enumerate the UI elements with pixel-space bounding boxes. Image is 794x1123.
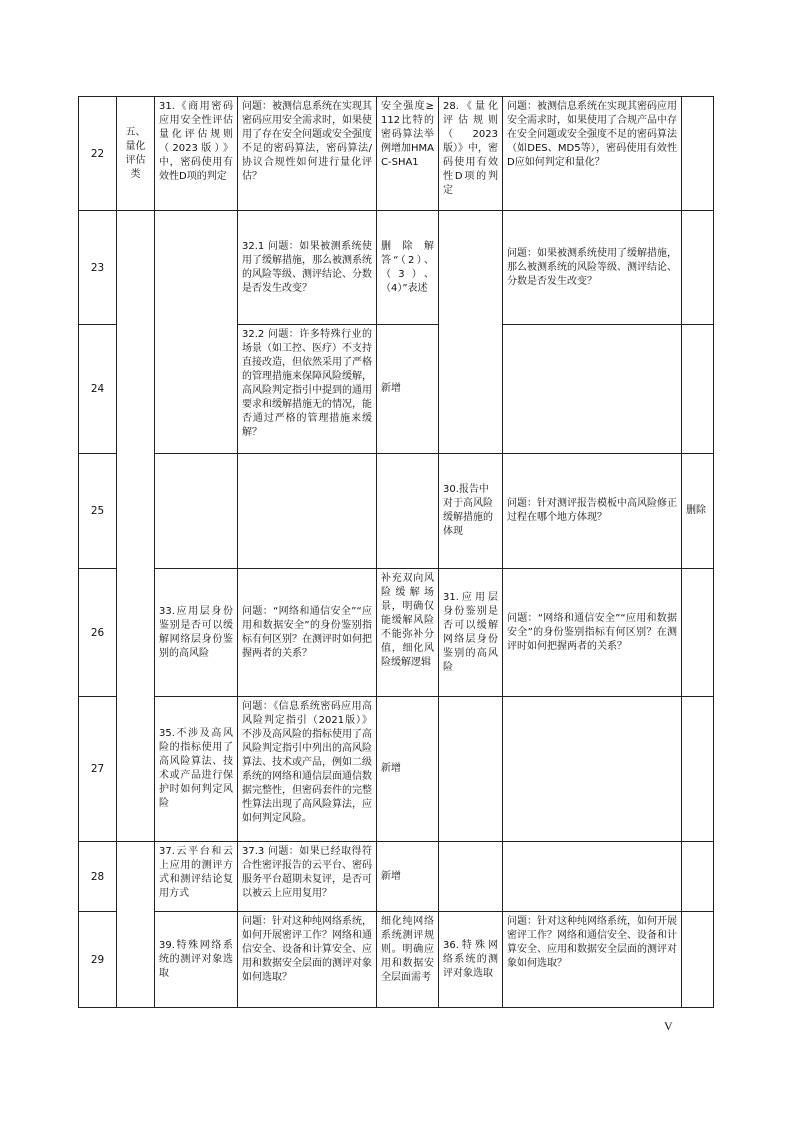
old-question-cell: 32.1 问题：如果被测系统使用了缓解措施，那么被测系统的风险等级、测评结论、分数是否发生改变？ <box>238 211 377 325</box>
new-question-cell: 问题：被测信息系统在实现其密码应用安全需求时，如果使用了合规产品中存在安全问题或安全强度不足的密码算法（如DES、MD5等），密码使用有效性D应如何判定和量化？ <box>503 97 682 211</box>
old-question-cell: 37.3 问题：如果已经取得符合性密评报告的云平台、密码服务平台超期未复评，是否可以被云上应用复用？ <box>238 842 377 912</box>
table-row <box>79 569 714 697</box>
remark-cell <box>682 697 714 842</box>
category-cell: 五、量化评估类 <box>117 97 155 211</box>
remark-cell <box>682 211 714 325</box>
new-title-cell <box>439 697 503 842</box>
table-row <box>79 912 714 1008</box>
change-cell: 删除解答“（2）、（3）、（4）”表述 <box>377 211 439 325</box>
remark-cell <box>682 97 714 211</box>
change-cell: 细化纯网络系统测评规则。明确应用和数据安全层面需考 <box>377 912 439 1008</box>
remark-cell <box>682 569 714 697</box>
new-question-cell: 问题：“网络和通信安全”“应用和数据安全”的身份鉴别指标有何区别？在测评时如何把握两者的关系？ <box>503 569 682 697</box>
old-title-cell: 37.云平台和云上应用的测评方式和测评结论复用方式 <box>155 842 238 912</box>
row-number: 23 <box>79 211 117 325</box>
table-row <box>79 97 714 211</box>
new-question-cell <box>503 842 682 912</box>
old-question-cell: 问题：被测信息系统在实现其密码应用安全需求时，如果使用了存在安全问题或安全强度不足的密码算法，密码算法/协议合规性如何进行量化评估？ <box>238 97 377 211</box>
change-cell: 补充双向风险缓解场景，明确仅能缓解风险不能弥补分值，细化风险缓解逻辑 <box>377 569 439 697</box>
row-number: 22 <box>79 97 117 211</box>
table-row <box>79 454 714 569</box>
change-cell: 新增 <box>377 697 439 842</box>
old-question-cell <box>238 454 377 569</box>
old-title-cell: 33.应用层身份鉴别是否可以缓解网络层身份鉴别的高风险 <box>155 569 238 697</box>
remark-cell: 删除 <box>682 454 714 569</box>
old-question-cell: 问题：《信息系统密码应用高风险判定指引（2021版）》不涉及高风险的指标使用了高风险判定指引中列出的高风险算法、技术或产品，例如二级系统的网络和通信层面通信数据完整性，但密码套件的完整性算法出现了高风险算法，应如何判定风险。 <box>238 697 377 842</box>
change-cell: 新增 <box>377 842 439 912</box>
comparison-table <box>78 96 714 1008</box>
change-cell: 新增 <box>377 325 439 454</box>
new-title-cell <box>439 842 503 912</box>
new-title-cell: 28.《量化评估规则（2023版）》中，密码使用有效性D项的判定 <box>439 97 503 211</box>
old-title-cell: 39.特殊网络系统的测评对象选取 <box>155 912 238 1008</box>
row-number: 26 <box>79 569 117 697</box>
change-cell: 安全强度≥112比特的密码算法举例增加HMAC-SHA1 <box>377 97 439 211</box>
new-title-cell <box>439 211 503 454</box>
category-cell <box>117 211 155 842</box>
old-question-cell: 32.2 问题：许多特殊行业的场景（如工控、医疗）不支持直接改造，但依然采用了严格的管理措施来保障风险缓解，高风险判定指引中提到的通用要求和缓解措施无的情况，能否通过严格的管理措施来缓解？ <box>238 325 377 454</box>
old-question-cell: 问题：“网络和通信安全”“应用和数据安全”的身份鉴别指标有何区别？在测评时如何把握两者的关系？ <box>238 569 377 697</box>
table-row <box>79 211 714 325</box>
new-question-cell <box>503 325 682 454</box>
old-title-cell: 35.不涉及高风险的指标使用了高风险算法、技术或产品进行保护时如何判定风险 <box>155 697 238 842</box>
new-title-cell: 36.特殊网络系统的测评对象选取 <box>439 912 503 1008</box>
new-title-cell: 31.应用层身份鉴别是否可以缓解网络层身份鉴别的高风险 <box>439 569 503 697</box>
old-question-cell: 问题：针对这种纯网络系统，如何开展密评工作？网络和通信安全、设备和计算安全、应用和数据安全层面的测评对象如何选取？ <box>238 912 377 1008</box>
table-row <box>79 697 714 842</box>
new-question-cell: 问题：如果被测系统使用了缓解措施，那么被测系统的风险等级、测评结论、分数是否发生改变？ <box>503 211 682 325</box>
remark-cell <box>682 325 714 454</box>
row-number: 24 <box>79 325 117 454</box>
old-title-cell: 31.《商用密码应用安全性评估量化评估规则（2023版）》中，密码使用有效性D项的判定 <box>155 97 238 211</box>
new-question-cell: 问题：针对这种纯网络系统，如何开展密评工作？网络和通信安全、设备和计算安全、应用和数据安全层面的测评对象如何选取？ <box>503 912 682 1008</box>
row-number: 29 <box>79 912 117 1008</box>
remark-cell <box>682 842 714 912</box>
old-title-cell <box>155 211 238 454</box>
page-number: V <box>664 1019 673 1033</box>
category-cell <box>117 842 155 1008</box>
new-title-cell: 30.报告中对于高风险缓解措施的体现 <box>439 454 503 569</box>
table-row <box>79 842 714 912</box>
old-title-cell <box>155 454 238 569</box>
row-number: 25 <box>79 454 117 569</box>
new-question-cell: 问题：针对测评报告模板中高风险修正过程在哪个地方体现？ <box>503 454 682 569</box>
row-number: 27 <box>79 697 117 842</box>
row-number: 28 <box>79 842 117 912</box>
new-question-cell <box>503 697 682 842</box>
remark-cell <box>682 912 714 1008</box>
change-cell <box>377 454 439 569</box>
